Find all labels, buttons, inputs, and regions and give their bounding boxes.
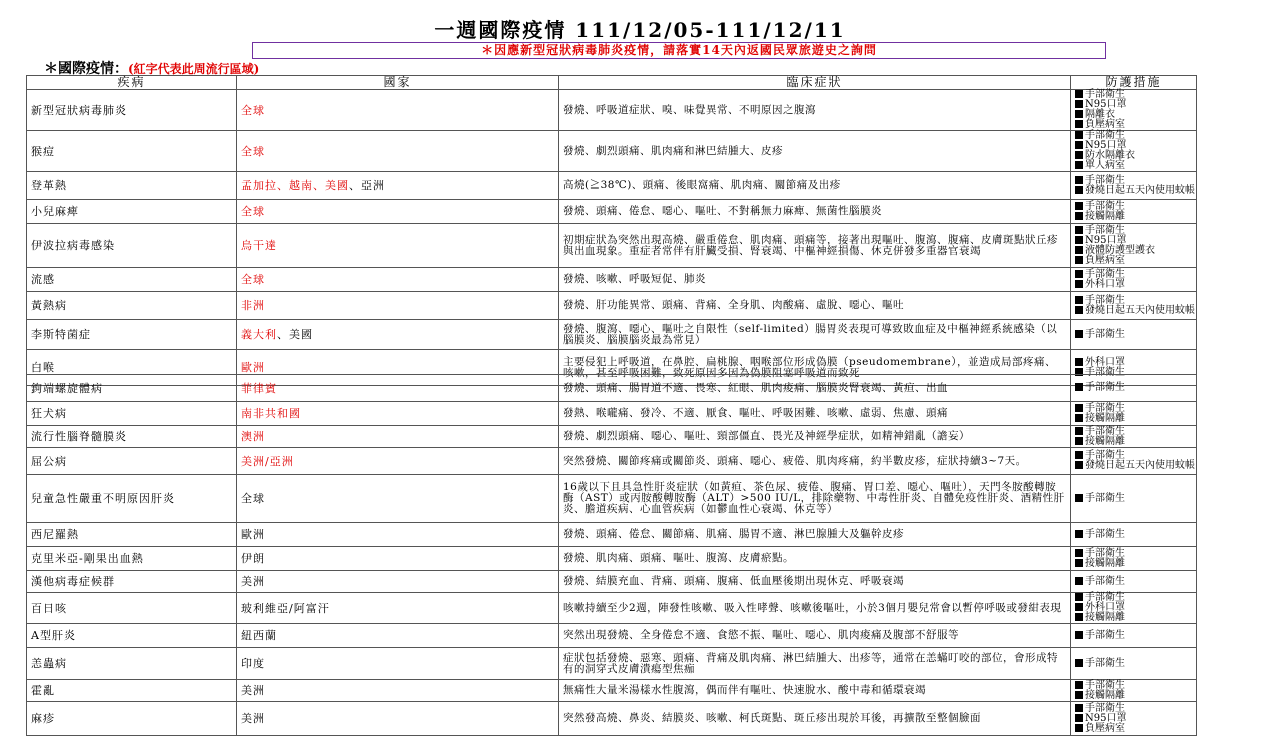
black-square-bullet-icon <box>1075 461 1083 469</box>
black-square-bullet-icon <box>1075 296 1083 304</box>
protection-item-label: 手部衛生 <box>1085 629 1125 641</box>
country-name: 、亞洲 <box>349 179 385 192</box>
disease-cell: 兒童急性嚴重不明原因肝炎 <box>27 475 237 523</box>
epidemic-region: 澳洲 <box>241 430 265 443</box>
protection-item-label: 手部衛生 <box>1085 679 1125 691</box>
disease-cell: 克里米亞-剛果出血熱 <box>27 547 237 571</box>
black-square-bullet-icon <box>1075 613 1083 621</box>
protection-item <box>1075 460 1195 471</box>
disease-cell: 猴痘 <box>27 131 237 172</box>
protection-item-label: 負壓病室 <box>1085 119 1125 130</box>
protection-item-label: 手部衛生 <box>1085 450 1125 461</box>
table-row <box>27 702 1197 736</box>
black-square-bullet-icon <box>1075 256 1083 264</box>
symptoms-cell: 16歲以下且具急性肝炎症狀（如黃疸、茶色尿、疲倦、腹痛、胃口差、噁心、嘔吐），天門冬胺酸轉胺酶（AST）或丙胺酸轉胺酶（ALT）>500 IU/L，排除藥物、中毒性肝炎、自體免疫性肝炎、酒精性肝炎、膽道疾病、心血管疾病（如鬱血性心衰竭、休克等） <box>559 475 1071 523</box>
black-square-bullet-icon <box>1075 330 1083 338</box>
country-name: 玻利維亞/阿富汗 <box>241 601 330 615</box>
protection-cell <box>1071 131 1197 172</box>
country-name: 美洲 <box>241 575 265 588</box>
protection-cell <box>1071 547 1197 571</box>
epidemic-region: 全球 <box>241 144 265 158</box>
protection-item-label: 手部衛生 <box>1085 130 1125 141</box>
disease-cell: 新型冠狀病毒肺炎 <box>27 90 237 131</box>
protection-item-label: 接觸隔離 <box>1085 412 1125 424</box>
disease-cell: 西尼羅熱 <box>27 523 237 547</box>
symptoms-cell: 發燒、腹瀉、噁心、嘔吐之自限性（self-limited）腸胃炎表現可導致敗血症及中樞神經系統感染（以腦膜炎、腦膜腦炎最為常見） <box>559 320 1071 350</box>
symptoms-cell: 突然發高燒、鼻炎、結膜炎、咳嗽、柯氏斑點、斑丘疹出現於耳後，再擴散至整個臉面 <box>559 702 1071 736</box>
black-square-bullet-icon <box>1075 414 1083 422</box>
disease-cell: 麻疹 <box>27 702 237 736</box>
table-row <box>27 320 1197 350</box>
symptoms-cell: 無痛性大量米湯樣水性腹瀉，偶而伴有嘔吐、快速脫水、酸中毒和循環衰竭 <box>559 680 1071 702</box>
disease-cell: 屈公病 <box>27 448 237 475</box>
table-row <box>27 648 1197 680</box>
protection-item-label: 負壓病室 <box>1085 254 1125 266</box>
covid-travel-notice: ＊因應新型冠狀病毒肺炎疫情，請落實14天內返國民眾旅遊史之詢問 <box>252 42 1106 59</box>
protection-item-label: 接觸隔離 <box>1085 210 1125 222</box>
table-row <box>27 131 1197 172</box>
table-row <box>27 475 1197 523</box>
protection-item <box>1075 613 1192 623</box>
protection-cell <box>1071 448 1197 475</box>
black-square-bullet-icon <box>1075 280 1083 288</box>
country-cell <box>237 224 559 268</box>
protection-cell <box>1071 523 1197 547</box>
symptoms-cell: 突然出現發燒、全身倦怠不適、食慾不振、嘔吐、噁心、肌肉痠痛及腹部不舒服等 <box>559 624 1071 648</box>
country-cell <box>237 426 559 448</box>
protection-item-label: 發燒日起五天內使用蚊帳 <box>1085 460 1195 471</box>
epidemic-region: 南非共和國 <box>241 407 301 420</box>
section-heading-note: (紅字代表此周流行區域) <box>128 62 260 76</box>
protection-item <box>1075 161 1192 171</box>
protection-item-label: 外科口罩 <box>1085 278 1125 290</box>
country-cell <box>237 131 559 172</box>
black-square-bullet-icon <box>1075 530 1083 538</box>
table-row <box>27 593 1197 624</box>
protection-item-label: 手部衛生 <box>1085 702 1125 714</box>
protection-cell <box>1071 648 1197 680</box>
country-name: 印度 <box>241 657 265 670</box>
protection-item-label: 手部衛生 <box>1085 224 1125 236</box>
protection-item <box>1075 577 1192 587</box>
symptoms-cell: 發燒、結膜充血、背痛、頭痛、腹痛、低血壓後期出現休克、呼吸衰竭 <box>559 571 1071 593</box>
protection-cell <box>1071 593 1197 624</box>
protection-item-label: 液體防護型護衣 <box>1085 244 1155 256</box>
column-header-symptoms: 臨床症狀 <box>559 76 1071 90</box>
country-name: 美洲 <box>241 684 265 697</box>
epidemic-region: 歐洲 <box>241 361 265 374</box>
black-square-bullet-icon <box>1075 226 1083 234</box>
symptoms-cell: 突然發燒、關節疼痛或關節炎、頭痛、噁心、疲倦、肌肉疼痛，約半數皮疹，症狀持續3~7天。 <box>559 448 1071 475</box>
protection-cell <box>1071 224 1197 268</box>
disease-cell: 小兒麻痺 <box>27 200 237 224</box>
table-row <box>27 402 1197 426</box>
black-square-bullet-icon <box>1075 186 1083 194</box>
protection-cell <box>1071 200 1197 224</box>
epidemic-region: 孟加拉、越南、美國 <box>241 179 349 192</box>
protection-item-label: 手部衛生 <box>1085 592 1125 603</box>
protection-item <box>1075 330 1192 340</box>
protection-item-label: 單人病室 <box>1085 160 1125 171</box>
table-row <box>27 224 1197 268</box>
protection-item-label: 接觸隔離 <box>1085 557 1125 569</box>
protection-cell <box>1071 475 1197 523</box>
black-square-bullet-icon <box>1075 270 1083 278</box>
black-square-bullet-icon <box>1075 559 1083 567</box>
disease-cell: A型肝炎 <box>27 624 237 648</box>
black-square-bullet-icon <box>1075 681 1083 689</box>
disease-cell: 百日咳 <box>27 593 237 624</box>
black-square-bullet-icon <box>1075 383 1083 391</box>
table-row <box>27 268 1197 292</box>
protection-item <box>1075 494 1192 504</box>
country-name: 伊朗 <box>241 552 265 565</box>
country-cell <box>237 624 559 648</box>
epidemic-region: 非洲 <box>241 299 265 312</box>
symptoms-cell: 高燒(≧38℃)、頭痛、後眼窩痛、肌肉痛、關節痛及出疹 <box>559 172 1071 200</box>
protection-item-label: 手部衛生 <box>1085 547 1125 559</box>
protection-item <box>1075 184 1195 196</box>
page-title: 一週國際疫情 111/12/05-111/12/11 <box>434 18 846 42</box>
protection-item-label: 手部衛生 <box>1085 492 1125 504</box>
disease-cell: 鉤端螺旋體病 <box>27 375 237 402</box>
protection-item-label: 外科口罩 <box>1085 602 1125 613</box>
epidemic-region: 美洲/亞洲 <box>241 454 294 468</box>
black-square-bullet-icon <box>1075 631 1083 639</box>
protection-item-label: 手部衛生 <box>1085 268 1125 280</box>
black-square-bullet-icon <box>1075 141 1083 149</box>
table-header-row <box>27 76 1197 90</box>
protection-cell <box>1071 680 1197 702</box>
protection-item-label: N95口罩 <box>1085 234 1127 246</box>
black-square-bullet-icon <box>1075 494 1083 502</box>
country-cell <box>237 320 559 350</box>
disease-cell: 白喉 <box>27 350 237 386</box>
table-row <box>27 426 1197 448</box>
epidemic-region: 菲律賓 <box>241 381 277 395</box>
black-square-bullet-icon <box>1075 100 1083 108</box>
protection-item-label: 手部衛生 <box>1085 425 1125 437</box>
protection-item-label: 手部衛生 <box>1085 528 1125 540</box>
disease-cell: 黃熱病 <box>27 292 237 320</box>
protection-item-label: 手部衛生 <box>1085 89 1125 100</box>
disease-cell: 恙蟲病 <box>27 648 237 680</box>
country-cell <box>237 448 559 475</box>
black-square-bullet-icon <box>1075 176 1083 184</box>
country-cell <box>237 292 559 320</box>
protection-item-label: N95口罩 <box>1085 140 1127 151</box>
disease-cell: 霍亂 <box>27 680 237 702</box>
disease-cell: 登革熱 <box>27 172 237 200</box>
country-cell <box>237 375 559 402</box>
black-square-bullet-icon <box>1075 151 1083 159</box>
protection-item-label: 手部衛生 <box>1085 402 1125 414</box>
protection-cell <box>1071 268 1197 292</box>
symptoms-cell: 初期症狀為突然出現高燒、嚴重倦怠、肌肉痛、頭痛等，接著出現嘔吐、腹瀉、腹痛、皮膚斑點狀丘疹與出血現象。重症者常伴有肝臟受損、腎衰竭、中樞神經損傷、休克併發多重器官衰竭 <box>559 224 1071 268</box>
country-name: 紐西蘭 <box>241 629 277 642</box>
epidemic-region: 全球 <box>241 205 265 218</box>
protection-cell <box>1071 172 1197 200</box>
protection-item-label: 負壓病室 <box>1085 722 1125 734</box>
black-square-bullet-icon <box>1075 691 1083 699</box>
protection-item-label: 手部衛生 <box>1085 200 1125 212</box>
black-square-bullet-icon <box>1075 404 1083 412</box>
international-epidemic-table-2 <box>26 374 1197 736</box>
protection-item-label: 接觸隔離 <box>1085 435 1125 447</box>
country-cell <box>237 648 559 680</box>
black-square-bullet-icon <box>1075 451 1083 459</box>
black-square-bullet-icon <box>1075 603 1083 611</box>
protection-item-label: 接觸隔離 <box>1085 612 1125 623</box>
black-square-bullet-icon <box>1075 90 1083 98</box>
black-square-bullet-icon <box>1075 120 1083 128</box>
country-cell <box>237 571 559 593</box>
table-row <box>27 571 1197 593</box>
protection-item <box>1075 280 1192 290</box>
country-cell <box>237 402 559 426</box>
country-cell <box>237 702 559 736</box>
column-header-country: 國家 <box>237 76 559 90</box>
black-square-bullet-icon <box>1075 358 1083 366</box>
protection-cell <box>1071 624 1197 648</box>
symptoms-cell: 發燒、咳嗽、呼吸短促、肺炎 <box>559 268 1071 292</box>
protection-item-label: 發燒日起五天內使用蚊帳 <box>1085 184 1195 196</box>
protection-item <box>1075 437 1192 447</box>
protection-cell <box>1071 402 1197 426</box>
protection-cell <box>1071 292 1197 320</box>
protection-cell <box>1071 702 1197 736</box>
black-square-bullet-icon <box>1075 427 1083 435</box>
black-square-bullet-icon <box>1075 593 1083 601</box>
protection-item-label: 防水隔離衣 <box>1085 150 1135 161</box>
protection-item <box>1075 383 1192 393</box>
country-name: 、美國 <box>277 328 313 341</box>
black-square-bullet-icon <box>1075 549 1083 557</box>
symptoms-cell: 發燒、肝功能異常、頭痛、背痛、全身肌、肉酸痛、虛脫、噁心、嘔吐 <box>559 292 1071 320</box>
protection-item <box>1075 414 1192 424</box>
protection-item <box>1075 530 1192 540</box>
protection-item-label: 手部衛生 <box>1085 382 1125 393</box>
protection-item <box>1075 631 1192 641</box>
table-row <box>27 292 1197 320</box>
symptoms-cell: 發燒、劇烈頭痛、肌肉痛和淋巴結腫大、皮疹 <box>559 131 1071 172</box>
country-cell <box>237 268 559 292</box>
table-row <box>27 547 1197 571</box>
table-row <box>27 448 1197 475</box>
symptoms-cell: 咳嗽持續至少2週，陣發性咳嗽、吸入性哮聲、咳嗽後嘔吐，小於3個月嬰兒常會以暫停呼吸或發紺表現 <box>559 593 1071 624</box>
table-row <box>27 680 1197 702</box>
table-row <box>27 90 1197 131</box>
epidemic-region: 全球 <box>241 273 265 286</box>
protection-item-label: 手部衛生 <box>1085 575 1125 587</box>
country-cell <box>237 680 559 702</box>
symptoms-cell: 發燒、劇烈頭痛、噁心、嘔吐、頸部僵直、畏光及神經學症狀，如精神錯亂（譫妄） <box>559 426 1071 448</box>
protection-item-label: 發燒日起五天內使用蚊帳 <box>1085 304 1195 316</box>
black-square-bullet-icon <box>1075 110 1083 118</box>
disease-cell: 伊波拉病毒感染 <box>27 224 237 268</box>
protection-item-label: 手部衛生 <box>1085 657 1125 669</box>
black-square-bullet-icon <box>1075 212 1083 220</box>
epidemic-region: 全球 <box>241 103 265 117</box>
country-cell <box>237 172 559 200</box>
country-cell <box>237 475 559 523</box>
protection-cell <box>1071 426 1197 448</box>
disease-cell: 流感 <box>27 268 237 292</box>
protection-item <box>1075 304 1195 316</box>
black-square-bullet-icon <box>1075 659 1083 667</box>
symptoms-cell: 發燒、頭痛、腸胃道不適、畏寒、紅眼、肌肉痠痛、腦膜炎腎衰竭、黃疸、出血 <box>559 375 1071 402</box>
international-epidemic-table-1 <box>26 75 1197 386</box>
protection-cell <box>1071 90 1197 131</box>
symptoms-cell: 症狀包括發燒、惡寒、頭痛、背痛及肌肉痛、淋巴結腫大、出疹等，通常在恙蟎叮咬的部位，會形成特有的洞穿式皮膚潰瘍型焦痂 <box>559 648 1071 680</box>
protection-item-label: 手部衛生 <box>1085 366 1125 378</box>
black-square-bullet-icon <box>1075 236 1083 244</box>
column-header-protection: 防護措施 <box>1071 76 1197 90</box>
black-square-bullet-icon <box>1075 724 1083 732</box>
black-square-bullet-icon <box>1075 246 1083 254</box>
protection-item <box>1075 724 1192 734</box>
black-square-bullet-icon <box>1075 714 1083 722</box>
symptoms-cell: 發燒、頭痛、倦怠、噁心、嘔吐、不對稱無力麻痺、無菌性腦膜炎 <box>559 200 1071 224</box>
protection-item-label: 隔離衣 <box>1085 109 1115 120</box>
protection-item <box>1075 256 1192 266</box>
symptoms-cell: 發燒、頭痛、倦怠、關節痛、肌痛、腸胃不適、淋巴腺腫大及軀幹皮疹 <box>559 523 1071 547</box>
disease-cell: 漢他病毒症候群 <box>27 571 237 593</box>
protection-item-label: 手部衛生 <box>1085 328 1125 340</box>
epidemic-region: 烏干達 <box>241 239 277 252</box>
black-square-bullet-icon <box>1075 161 1083 169</box>
protection-item <box>1075 120 1192 130</box>
protection-item-label: N95口罩 <box>1085 99 1127 110</box>
black-square-bullet-icon <box>1075 437 1083 445</box>
country-cell <box>237 547 559 571</box>
table-row <box>27 375 1197 402</box>
black-square-bullet-icon <box>1075 131 1083 139</box>
protection-item <box>1075 659 1192 669</box>
disease-cell: 李斯特菌症 <box>27 320 237 350</box>
protection-item-label: 接觸隔離 <box>1085 689 1125 701</box>
column-header-disease: 疾病 <box>27 76 237 90</box>
black-square-bullet-icon <box>1075 306 1083 314</box>
protection-item <box>1075 559 1192 569</box>
table-row <box>27 523 1197 547</box>
black-square-bullet-icon <box>1075 202 1083 210</box>
protection-item-label: 外科口罩 <box>1085 356 1125 368</box>
protection-item-label: 手部衛生 <box>1085 174 1125 186</box>
country-cell <box>237 90 559 131</box>
section-heading-label: ＊國際疫情： <box>44 61 128 77</box>
table-row <box>27 172 1197 200</box>
black-square-bullet-icon <box>1075 704 1083 712</box>
black-square-bullet-icon <box>1075 577 1083 585</box>
country-name: 全球 <box>241 492 265 505</box>
protection-cell <box>1071 320 1197 350</box>
protection-cell <box>1071 571 1197 593</box>
symptoms-cell: 發燒、肌肉痛、頭痛、嘔吐、腹瀉、皮膚瘀點。 <box>559 547 1071 571</box>
country-cell <box>237 593 559 624</box>
country-name: 美洲 <box>241 712 265 725</box>
disease-cell: 狂犬病 <box>27 402 237 426</box>
symptoms-cell: 主要侵犯上呼吸道，在鼻腔、扁桃腺、咽喉部位形成偽膜（pseudomembrane），並造成局部疼痛、咳嗽，甚至呼吸困難，致死原因多因為偽膜阻塞呼吸道而致死 <box>559 350 1071 386</box>
disease-cell: 流行性腦脊髓膜炎 <box>27 426 237 448</box>
protection-item <box>1075 691 1192 701</box>
epidemic-region: 義大利 <box>241 328 277 341</box>
protection-item-label: N95口罩 <box>1085 712 1127 724</box>
protection-item <box>1075 212 1192 222</box>
country-cell <box>237 523 559 547</box>
table-row <box>27 624 1197 648</box>
symptoms-cell: 發燒、呼吸道症狀、嗅、味覺異常、不明原因之腹瀉 <box>559 90 1071 131</box>
table-row <box>27 200 1197 224</box>
country-cell <box>237 200 559 224</box>
protection-cell <box>1071 375 1197 402</box>
symptoms-cell: 發熱、喉嚨痛、發冷、不適、厭食、嘔吐、呼吸困難、咳嗽、虛弱、焦慮、頭痛 <box>559 402 1071 426</box>
protection-item-label: 手部衛生 <box>1085 294 1125 306</box>
country-name: 歐洲 <box>241 528 265 541</box>
